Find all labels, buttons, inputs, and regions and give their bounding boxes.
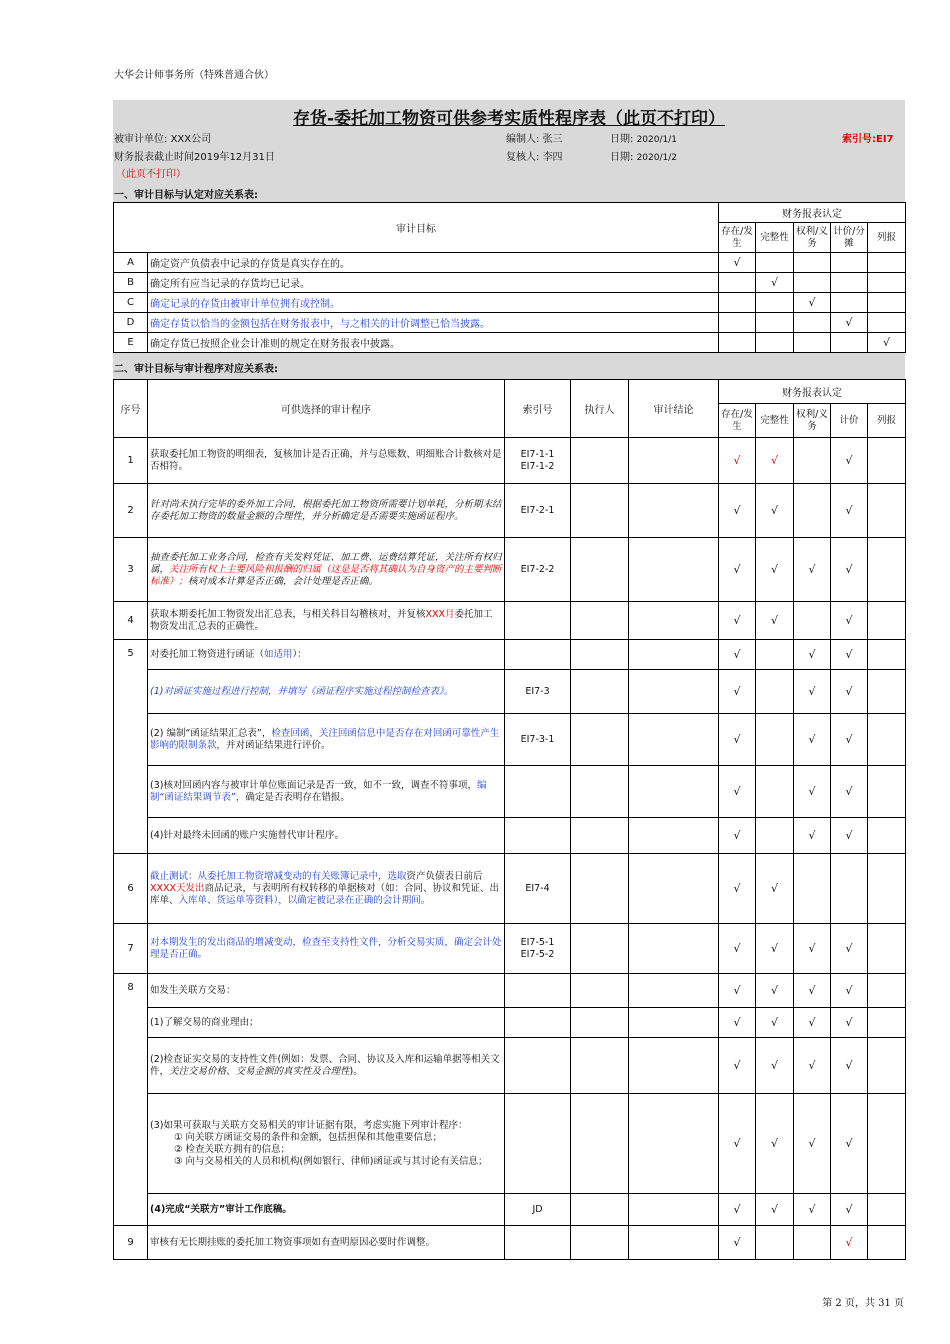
procedure-text-part: 并对函证结果进行评价。	[226, 739, 331, 751]
conclusion-cell	[629, 818, 719, 854]
check-cell: √	[719, 924, 756, 974]
check-cell: √	[719, 974, 756, 1008]
section2-heading: 二、审计目标与审计程序对应关系表:	[114, 364, 278, 375]
check-cell: √	[831, 538, 868, 602]
procedure-row	[114, 1226, 906, 1260]
procedure-text-part: XXX月	[425, 608, 455, 620]
check-cell: √	[756, 484, 794, 538]
procedure-no: 1	[114, 438, 148, 484]
conclusion-cell	[629, 854, 719, 924]
check-cell: √	[756, 854, 794, 924]
objective-id: E	[114, 333, 148, 353]
check-cell	[794, 484, 831, 538]
check-cell	[756, 253, 794, 273]
procedure-row	[114, 538, 906, 602]
procedure-index: EI7-2-1	[505, 484, 571, 538]
procedure-no: 3	[114, 538, 148, 602]
procedure-row	[114, 670, 906, 714]
check-cell: √	[831, 670, 868, 714]
objective-text: 确定资产负债表中记录的存货是真实存在的。	[148, 253, 719, 273]
check-cell: √	[756, 602, 794, 640]
procedure-row	[114, 1094, 906, 1194]
check-cell: √	[831, 438, 868, 484]
procedure-index: EI7-1-1 EI7-1-2	[505, 438, 571, 484]
check-cell: √	[794, 538, 831, 602]
check-cell	[719, 293, 756, 313]
check-cell	[868, 484, 906, 538]
procedure-index	[505, 1038, 571, 1094]
check-cell	[868, 1226, 906, 1260]
executor-cell	[571, 1094, 629, 1194]
objective-row	[114, 273, 906, 293]
conclusion-cell	[629, 1194, 719, 1226]
check-cell: √	[794, 640, 831, 670]
check-cell	[719, 273, 756, 293]
check-cell: √	[794, 1094, 831, 1194]
check-cell: √	[831, 1038, 868, 1094]
check-cell	[794, 253, 831, 273]
procedure-text	[148, 1226, 505, 1260]
procedure-index: EI7-2-2	[505, 538, 571, 602]
procedure-row	[114, 714, 906, 766]
procedure-text-part: )。	[349, 1065, 363, 1077]
col-executor: 执行人	[571, 380, 629, 438]
procedure-text	[148, 1038, 505, 1094]
col-assertion-group: 财务报表认定	[719, 203, 906, 223]
objective-text: 确定存货以恰当的金额包括在财务报表中，与之相关的计价调整已恰当披露。	[148, 313, 719, 333]
check-cell: √	[719, 1008, 756, 1038]
conclusion-cell	[629, 438, 719, 484]
executor-cell	[571, 1226, 629, 1260]
executor-cell	[571, 1038, 629, 1094]
procedure-no: 5	[114, 640, 148, 854]
check-cell	[868, 1094, 906, 1194]
check-cell: √	[719, 766, 756, 818]
objective-text: 确定存货已按照企业会计准则的规定在财务报表中披露。	[148, 333, 719, 353]
procedure-text-part: 针对尚未执行完毕的委外加工合同，根据委托加工物资所需要计划单耗，分析期末结存委托加工物资的数量金额的合理性，并分析确定是否需要实施函证程序。	[150, 498, 502, 522]
check-cell: √	[719, 640, 756, 670]
procedure-index	[505, 974, 571, 1008]
check-cell	[756, 640, 794, 670]
procedure-text-part: ）：	[292, 648, 307, 660]
check-cell: √	[719, 854, 756, 924]
executor-cell	[571, 974, 629, 1008]
check-cell	[794, 333, 831, 353]
procedure-text-part: 入库单、货运单等资料），以确定被记录在正确的会计期间。	[178, 894, 431, 906]
objective-id: B	[114, 273, 148, 293]
period-label: 财务报表截止时间2019年12月31日	[114, 152, 275, 163]
no-print-note: （此页不打印）	[116, 169, 186, 180]
procedure-row	[114, 1008, 906, 1038]
conclusion-cell	[629, 924, 719, 974]
procedure-text-part: (3)如果可获取与关联方交易相关的审计证据有限，考虑实施下列审计程序：	[150, 1119, 468, 1131]
check-cell	[868, 602, 906, 640]
assertion-header: 列报	[868, 404, 906, 438]
conclusion-cell	[629, 974, 719, 1008]
conclusion-cell	[629, 484, 719, 538]
procedure-text	[148, 714, 505, 766]
col-no: 序号	[114, 380, 148, 438]
check-cell: √	[794, 1008, 831, 1038]
col-index: 索引号	[505, 380, 571, 438]
check-cell: √	[756, 924, 794, 974]
check-cell: √	[794, 974, 831, 1008]
check-cell: √	[794, 1038, 831, 1094]
check-cell	[756, 333, 794, 353]
procedure-no: 9	[114, 1226, 148, 1260]
page-title: 存货-委托加工物资可供参考实质性程序表（此页不打印）	[292, 109, 726, 129]
assertion-header: 计价	[831, 404, 868, 438]
procedure-text-part: 核对成本计算是否正确，会计处理是否正确。	[188, 575, 379, 587]
conclusion-cell	[629, 538, 719, 602]
conclusion-cell	[629, 766, 719, 818]
procedure-text	[148, 1194, 505, 1226]
procedure-index	[505, 1226, 571, 1260]
check-cell: √	[719, 1038, 756, 1094]
check-cell	[719, 313, 756, 333]
conclusion-cell	[629, 670, 719, 714]
check-cell	[794, 1226, 831, 1260]
check-cell	[868, 974, 906, 1008]
check-cell: √	[831, 766, 868, 818]
assertion-header: 完整性	[756, 223, 794, 253]
procedure-text-part: 委托加工物资发出汇总表的正确性。	[150, 608, 493, 632]
procedure-text-part: 商品记录，与表明所有权转移的单据核对（如：合同、协议和凭证、出库单、	[150, 882, 500, 906]
procedure-text-part: 关注所有权上主要风险和报酬的归属（这是是否将其确认为自身资产的主要判断标准）；	[150, 563, 502, 587]
objective-row	[114, 293, 906, 313]
executor-cell	[571, 438, 629, 484]
check-cell: √	[831, 974, 868, 1008]
objective-row	[114, 333, 906, 353]
check-cell	[756, 313, 794, 333]
check-cell	[794, 313, 831, 333]
procedure-row	[114, 602, 906, 640]
procedure-index	[505, 818, 571, 854]
conclusion-cell	[629, 1008, 719, 1038]
check-cell	[868, 766, 906, 818]
check-cell: √	[719, 1226, 756, 1260]
check-cell	[868, 253, 906, 273]
procedure-text-part: XXXX天发出	[150, 882, 205, 894]
assertion-header: 计价/分摊	[831, 223, 868, 253]
assertion-header: 权利/义务	[794, 223, 831, 253]
procedure-text-part: 如适用	[264, 648, 293, 660]
procedure-text	[148, 538, 505, 602]
procedure-text-part: (1)对函证实施过程进行控制，并填写《函证程序实施过程控制检查表》。	[150, 685, 454, 697]
check-cell: √	[794, 924, 831, 974]
procedure-text-part: (2)检查证实交易的支持性文件(例如：发票、合同、协议及入库和运输单据等相关文件，	[150, 1053, 500, 1077]
check-cell: √	[719, 1194, 756, 1226]
check-cell: √	[868, 333, 906, 353]
objective-assertion-table	[113, 202, 906, 353]
check-cell	[756, 766, 794, 818]
objective-id: D	[114, 313, 148, 333]
procedure-row	[114, 640, 906, 670]
procedure-text	[148, 1008, 505, 1038]
check-cell: √	[831, 313, 868, 333]
check-cell: √	[719, 670, 756, 714]
check-cell: √	[756, 1008, 794, 1038]
check-cell	[868, 273, 906, 293]
check-cell	[756, 670, 794, 714]
procedure-text-part: 编制“函证结果调节表”，	[150, 779, 487, 803]
check-cell: √	[756, 1038, 794, 1094]
check-cell: √	[756, 438, 794, 484]
procedure-no: 7	[114, 924, 148, 974]
procedure-index: EI7-5-1 EI7-5-2	[505, 924, 571, 974]
assertion-header: 完整性	[756, 404, 794, 438]
procedure-row	[114, 1038, 906, 1094]
procedure-text	[148, 854, 505, 924]
col-objective: 审计目标	[114, 203, 719, 253]
procedure-text-part: 获取本期委托加工物资发出汇总表，与相关科目勾稽核对，并复核	[150, 608, 426, 620]
check-cell: √	[756, 273, 794, 293]
procedure-no: 2	[114, 484, 148, 538]
procedure-text	[148, 818, 505, 854]
col-procedure: 可供选择的审计程序	[148, 380, 505, 438]
executor-cell	[571, 714, 629, 766]
procedure-index: EI7-4	[505, 854, 571, 924]
procedure-text-part: ① 向关联方函证交易的条件和金额，包括担保和其他重要信息；	[174, 1131, 443, 1143]
check-cell	[756, 1226, 794, 1260]
check-cell	[868, 640, 906, 670]
check-cell: √	[794, 714, 831, 766]
check-cell	[756, 818, 794, 854]
check-cell: √	[719, 602, 756, 640]
procedure-text	[148, 766, 505, 818]
objective-row	[114, 313, 906, 333]
check-cell	[868, 1038, 906, 1094]
procedure-text-part: (3)核对回函内容与被审计单位账面记录是否一致，如不一致，调查不符事项，	[150, 779, 477, 791]
executor-cell	[571, 854, 629, 924]
check-cell: √	[719, 1094, 756, 1194]
check-cell: √	[831, 640, 868, 670]
check-cell	[794, 438, 831, 484]
check-cell: √	[831, 602, 868, 640]
col-assertion-group-2: 财务报表认定	[719, 380, 906, 404]
procedure-index	[505, 602, 571, 640]
procedure-text	[148, 974, 505, 1008]
check-cell: √	[831, 924, 868, 974]
procedure-text-part: (2) 编制“函证结果汇总表”，	[150, 727, 272, 739]
objective-text: 确定所有应当记录的存货均已记录。	[148, 273, 719, 293]
check-cell: √	[719, 714, 756, 766]
check-cell	[868, 293, 906, 313]
conclusion-cell	[629, 602, 719, 640]
procedure-text	[148, 924, 505, 974]
executor-cell	[571, 602, 629, 640]
check-cell: √	[794, 766, 831, 818]
procedure-text-part: ② 检查关联方拥有的信息；	[174, 1143, 291, 1155]
check-cell	[831, 293, 868, 313]
procedure-text-part: 对委托加工物资进行函证（	[150, 648, 265, 660]
procedure-text-part: 审核有无长期挂账的委托加工物资事项如有查明原因必要时作调整。	[150, 1236, 436, 1248]
check-cell: √	[719, 484, 756, 538]
check-cell: √	[831, 1226, 868, 1260]
executor-cell	[571, 1194, 629, 1226]
reviewer: 复核人: 李四	[506, 152, 563, 163]
check-cell: √	[719, 253, 756, 273]
procedure-index: EI7-3	[505, 670, 571, 714]
procedure-text-part: 关注交易价格、交易金额的真实性及合理性	[169, 1065, 350, 1077]
procedure-text	[148, 484, 505, 538]
check-cell	[831, 253, 868, 273]
check-cell: √	[719, 538, 756, 602]
check-cell	[868, 854, 906, 924]
executor-cell	[571, 1008, 629, 1038]
check-cell: √	[794, 1194, 831, 1226]
check-cell	[868, 1008, 906, 1038]
check-cell	[756, 293, 794, 313]
procedure-index: JD	[505, 1194, 571, 1226]
procedure-text-part: 获取委托加工物资的明细表，复核加计是否正确，并与总账数、明细账合计数核对是否相符。	[150, 448, 502, 472]
procedure-table	[113, 379, 906, 1260]
check-cell: √	[831, 1094, 868, 1194]
procedure-text-part: 如发生关联方交易：	[150, 984, 236, 996]
executor-cell	[571, 924, 629, 974]
check-cell	[831, 273, 868, 293]
check-cell	[794, 602, 831, 640]
executor-cell	[571, 818, 629, 854]
executor-cell	[571, 640, 629, 670]
assertion-header: 权利/义务	[794, 404, 831, 438]
procedure-row	[114, 974, 906, 1008]
procedure-text-part: (1)了解交易的商业理由；	[150, 1016, 259, 1028]
conclusion-cell	[629, 714, 719, 766]
check-cell	[868, 714, 906, 766]
conclusion-cell	[629, 1038, 719, 1094]
check-cell	[831, 854, 868, 924]
col-conclusion: 审计结论	[629, 380, 719, 438]
procedure-text	[148, 602, 505, 640]
check-cell: √	[719, 818, 756, 854]
check-cell	[756, 714, 794, 766]
procedure-text	[148, 438, 505, 484]
check-cell: √	[831, 1194, 868, 1226]
procedure-index	[505, 640, 571, 670]
check-cell	[868, 538, 906, 602]
check-cell: √	[756, 1194, 794, 1226]
check-cell: √	[794, 670, 831, 714]
assertion-header: 列报	[868, 223, 906, 253]
procedure-text-part: (4)针对最终未回函的账户实施替代审计程序。	[150, 829, 344, 841]
objective-id: A	[114, 253, 148, 273]
check-cell: √	[756, 538, 794, 602]
page-number: 第 2 页，共 31 页	[822, 1298, 904, 1309]
section1-heading: 一、审计目标与认定对应关系表:	[114, 190, 258, 201]
check-cell: √	[794, 293, 831, 313]
procedure-index: EI7-3-1	[505, 714, 571, 766]
objective-row	[114, 253, 906, 273]
check-cell: √	[831, 818, 868, 854]
procedure-text-part: 确定是否表明存在错报。	[245, 791, 350, 803]
check-cell	[868, 670, 906, 714]
procedure-index	[505, 1094, 571, 1194]
assertion-header: 存在/发生	[719, 404, 756, 438]
procedure-text	[148, 1094, 505, 1194]
executor-cell	[571, 484, 629, 538]
procedure-text-part: 抽查委托加工业务合同，检查有关发料凭证、加工费、运费结算凭证，关注所有权归属，	[150, 551, 502, 575]
check-cell: √	[794, 818, 831, 854]
preparer: 编制人: 张三	[506, 134, 563, 145]
procedure-text	[148, 670, 505, 714]
check-cell	[868, 924, 906, 974]
check-cell: √	[719, 438, 756, 484]
procedure-text-part: 检查回函，关注回函信息中是否存在对回函可靠性产生影响的限制条款，	[150, 727, 500, 751]
procedure-no: 6	[114, 854, 148, 924]
procedure-row	[114, 924, 906, 974]
procedure-row	[114, 854, 906, 924]
procedure-index	[505, 1008, 571, 1038]
procedure-row	[114, 818, 906, 854]
check-cell: √	[831, 484, 868, 538]
firm-name: 大华会计师事务所（特殊普通合伙）	[114, 70, 274, 81]
executor-cell	[571, 670, 629, 714]
date-reviewed: 日期: 2020/1/2	[610, 152, 677, 163]
check-cell	[794, 273, 831, 293]
check-cell	[719, 333, 756, 353]
conclusion-cell	[629, 1226, 719, 1260]
check-cell	[868, 1194, 906, 1226]
check-cell: √	[831, 714, 868, 766]
procedure-row	[114, 484, 906, 538]
conclusion-cell	[629, 640, 719, 670]
procedure-index	[505, 766, 571, 818]
check-cell	[831, 333, 868, 353]
check-cell	[868, 313, 906, 333]
procedure-text-part: ③ 向与交易相关的人员和机构(例如银行、律师)函证或与其讨论有关信息；	[174, 1155, 488, 1167]
procedure-no: 4	[114, 602, 148, 640]
check-cell	[868, 438, 906, 484]
date-prepared: 日期: 2020/1/1	[610, 134, 677, 145]
check-cell: √	[756, 974, 794, 1008]
check-cell: √	[756, 1094, 794, 1194]
check-cell	[794, 854, 831, 924]
check-cell: √	[831, 1008, 868, 1038]
executor-cell	[571, 538, 629, 602]
procedure-row	[114, 438, 906, 484]
procedure-text-part: 资产负债表日前后	[406, 870, 483, 882]
procedure-text	[148, 640, 505, 670]
procedure-no: 8	[114, 974, 148, 1226]
audited-unit: 被审计单位: XXX公司	[114, 134, 212, 145]
objective-text: 确定记录的存货由被审计单位拥有或控制。	[148, 293, 719, 313]
conclusion-cell	[629, 1094, 719, 1194]
procedure-row	[114, 766, 906, 818]
check-cell	[868, 818, 906, 854]
index-number: 索引号:EI7	[842, 134, 894, 145]
assertion-header: 存在/发生	[719, 223, 756, 253]
procedure-text-part: 对本期发生的发出商品的增减变动，检查至支持性文件，分析交易实质，确定会计处理是否正确。	[150, 936, 502, 960]
objective-id: C	[114, 293, 148, 313]
executor-cell	[571, 766, 629, 818]
procedure-text-part: 截止测试：从委托加工物资增减变动的有关账簿记录中，选取	[150, 870, 407, 882]
procedure-row	[114, 1194, 906, 1226]
procedure-text-part: (4)完成“关联方”审计工作底稿。	[150, 1203, 292, 1215]
